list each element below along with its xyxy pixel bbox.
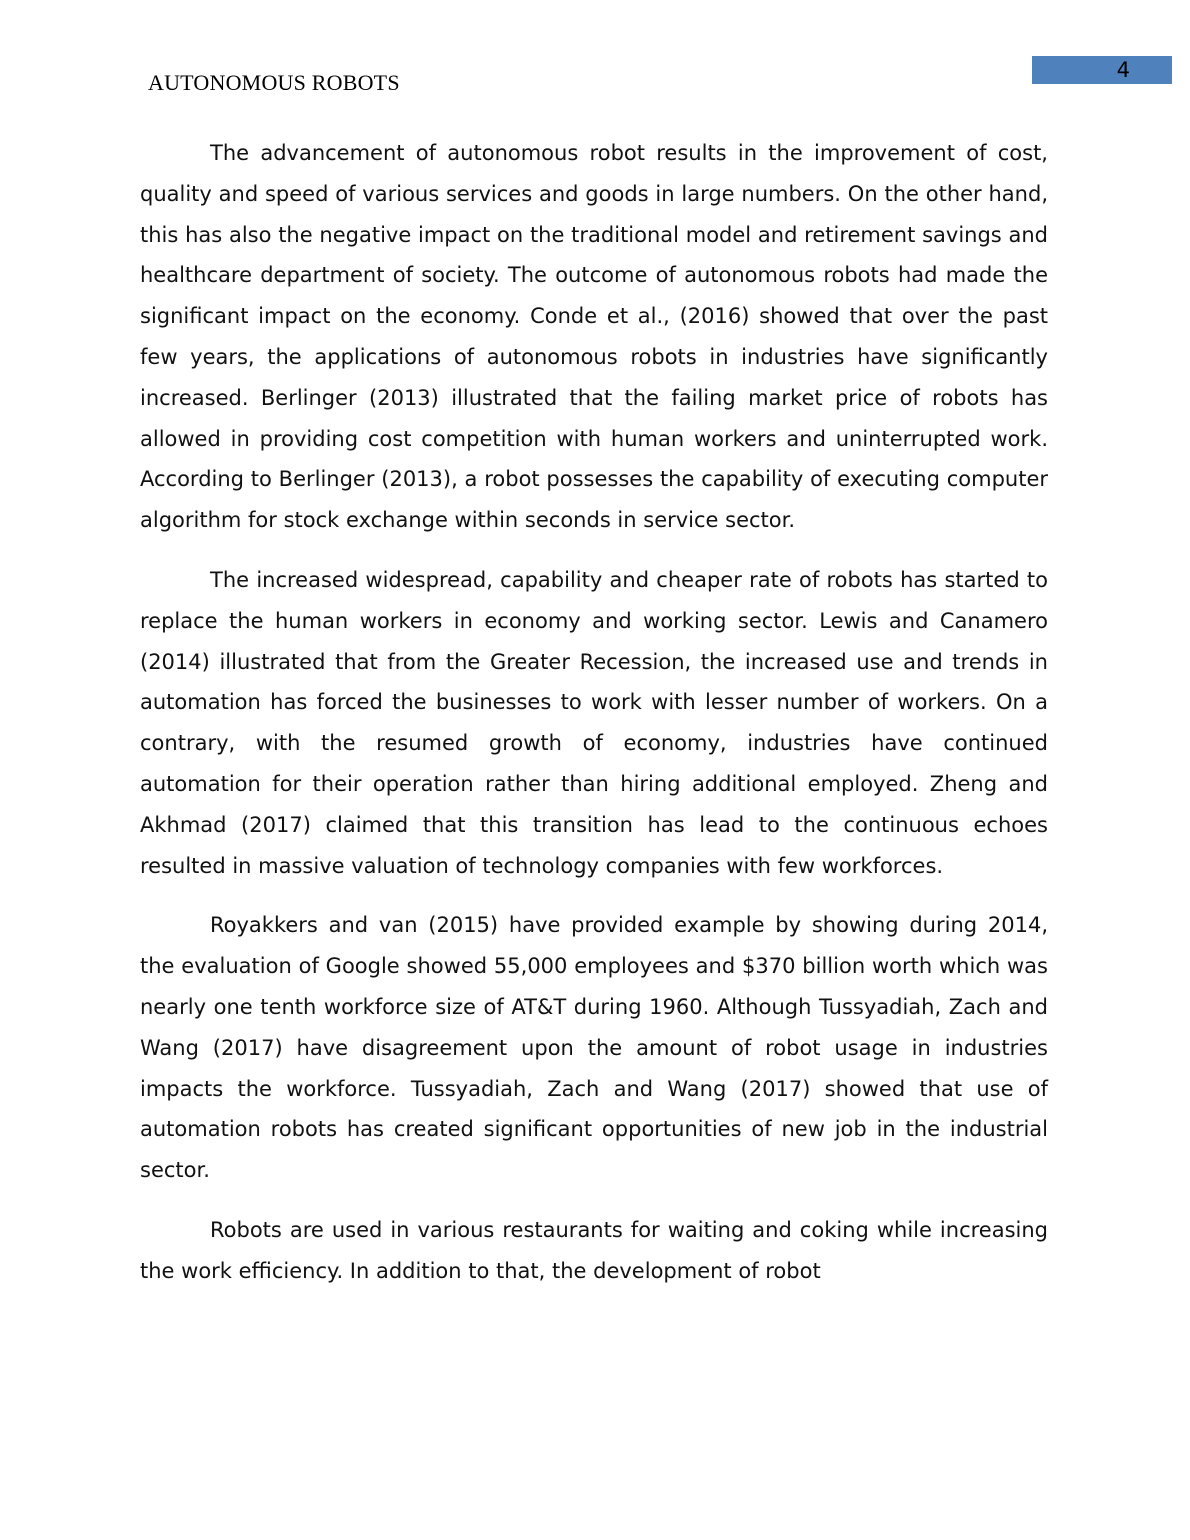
- page-number-box: [1032, 56, 1172, 84]
- paragraph: The increased widespread, capability and cheaper rate of robots has started to replace the human workers in economy and working sector. Lewis and Canamero (2014) illustrated that from the Greater Recession, the increased use and trends in automation has forced the businesses to work with lesser number of workers. On a contrary, with the resumed growth of economy, industries have continued automation for their operation rather than hiring additional employed. Zheng and Akhmad (2017) claimed that this transition has lead to the continuous echoes resulted in massive valuation of technology companies with few workforces.: [140, 567, 1048, 878]
- paragraph: Robots are used in various restaurants for waiting and coking while increasing the work efficiency. In addition to that, the development of robot: [140, 1217, 1048, 1283]
- page-number: 4: [1116, 58, 1130, 82]
- running-head: AUTONOMOUS ROBOTS: [148, 70, 400, 95]
- body-text: [140, 133, 1048, 1311]
- paragraph: Royakkers and van (2015) have provided example by showing during 2014, the evaluation of Google showed 55,000 employees and $370 billion worth which was nearly one tenth workforce size of AT&T during 1960. Although Tussyadiah, Zach and Wang (2017) have disagreement upon the amount of robot usage in industries impacts the workforce. Tussyadiah, Zach and Wang (2017) showed that use of automation robots has created significant opportunities of new job in the industrial sector.: [140, 913, 1048, 1183]
- paragraph: The advancement of autonomous robot results in the improvement of cost, quality and speed of various services and goods in large numbers. On the other hand, this has also the negative impact on the traditional model and retirement savings and healthcare department of society. The outcome of autonomous robots had made the significant impact on the economy. Conde et al., (2016) showed that over the past few years, the applications of autonomous robots in industries have significantly increased. Berlinger (2013) illustrated that the failing market price of robots has allowed in providing cost competition with human workers and uninterrupted work. According to Berlinger (2013), a robot possesses the capability of executing computer algorithm for stock exchange within seconds in service sector.: [140, 141, 1048, 533]
